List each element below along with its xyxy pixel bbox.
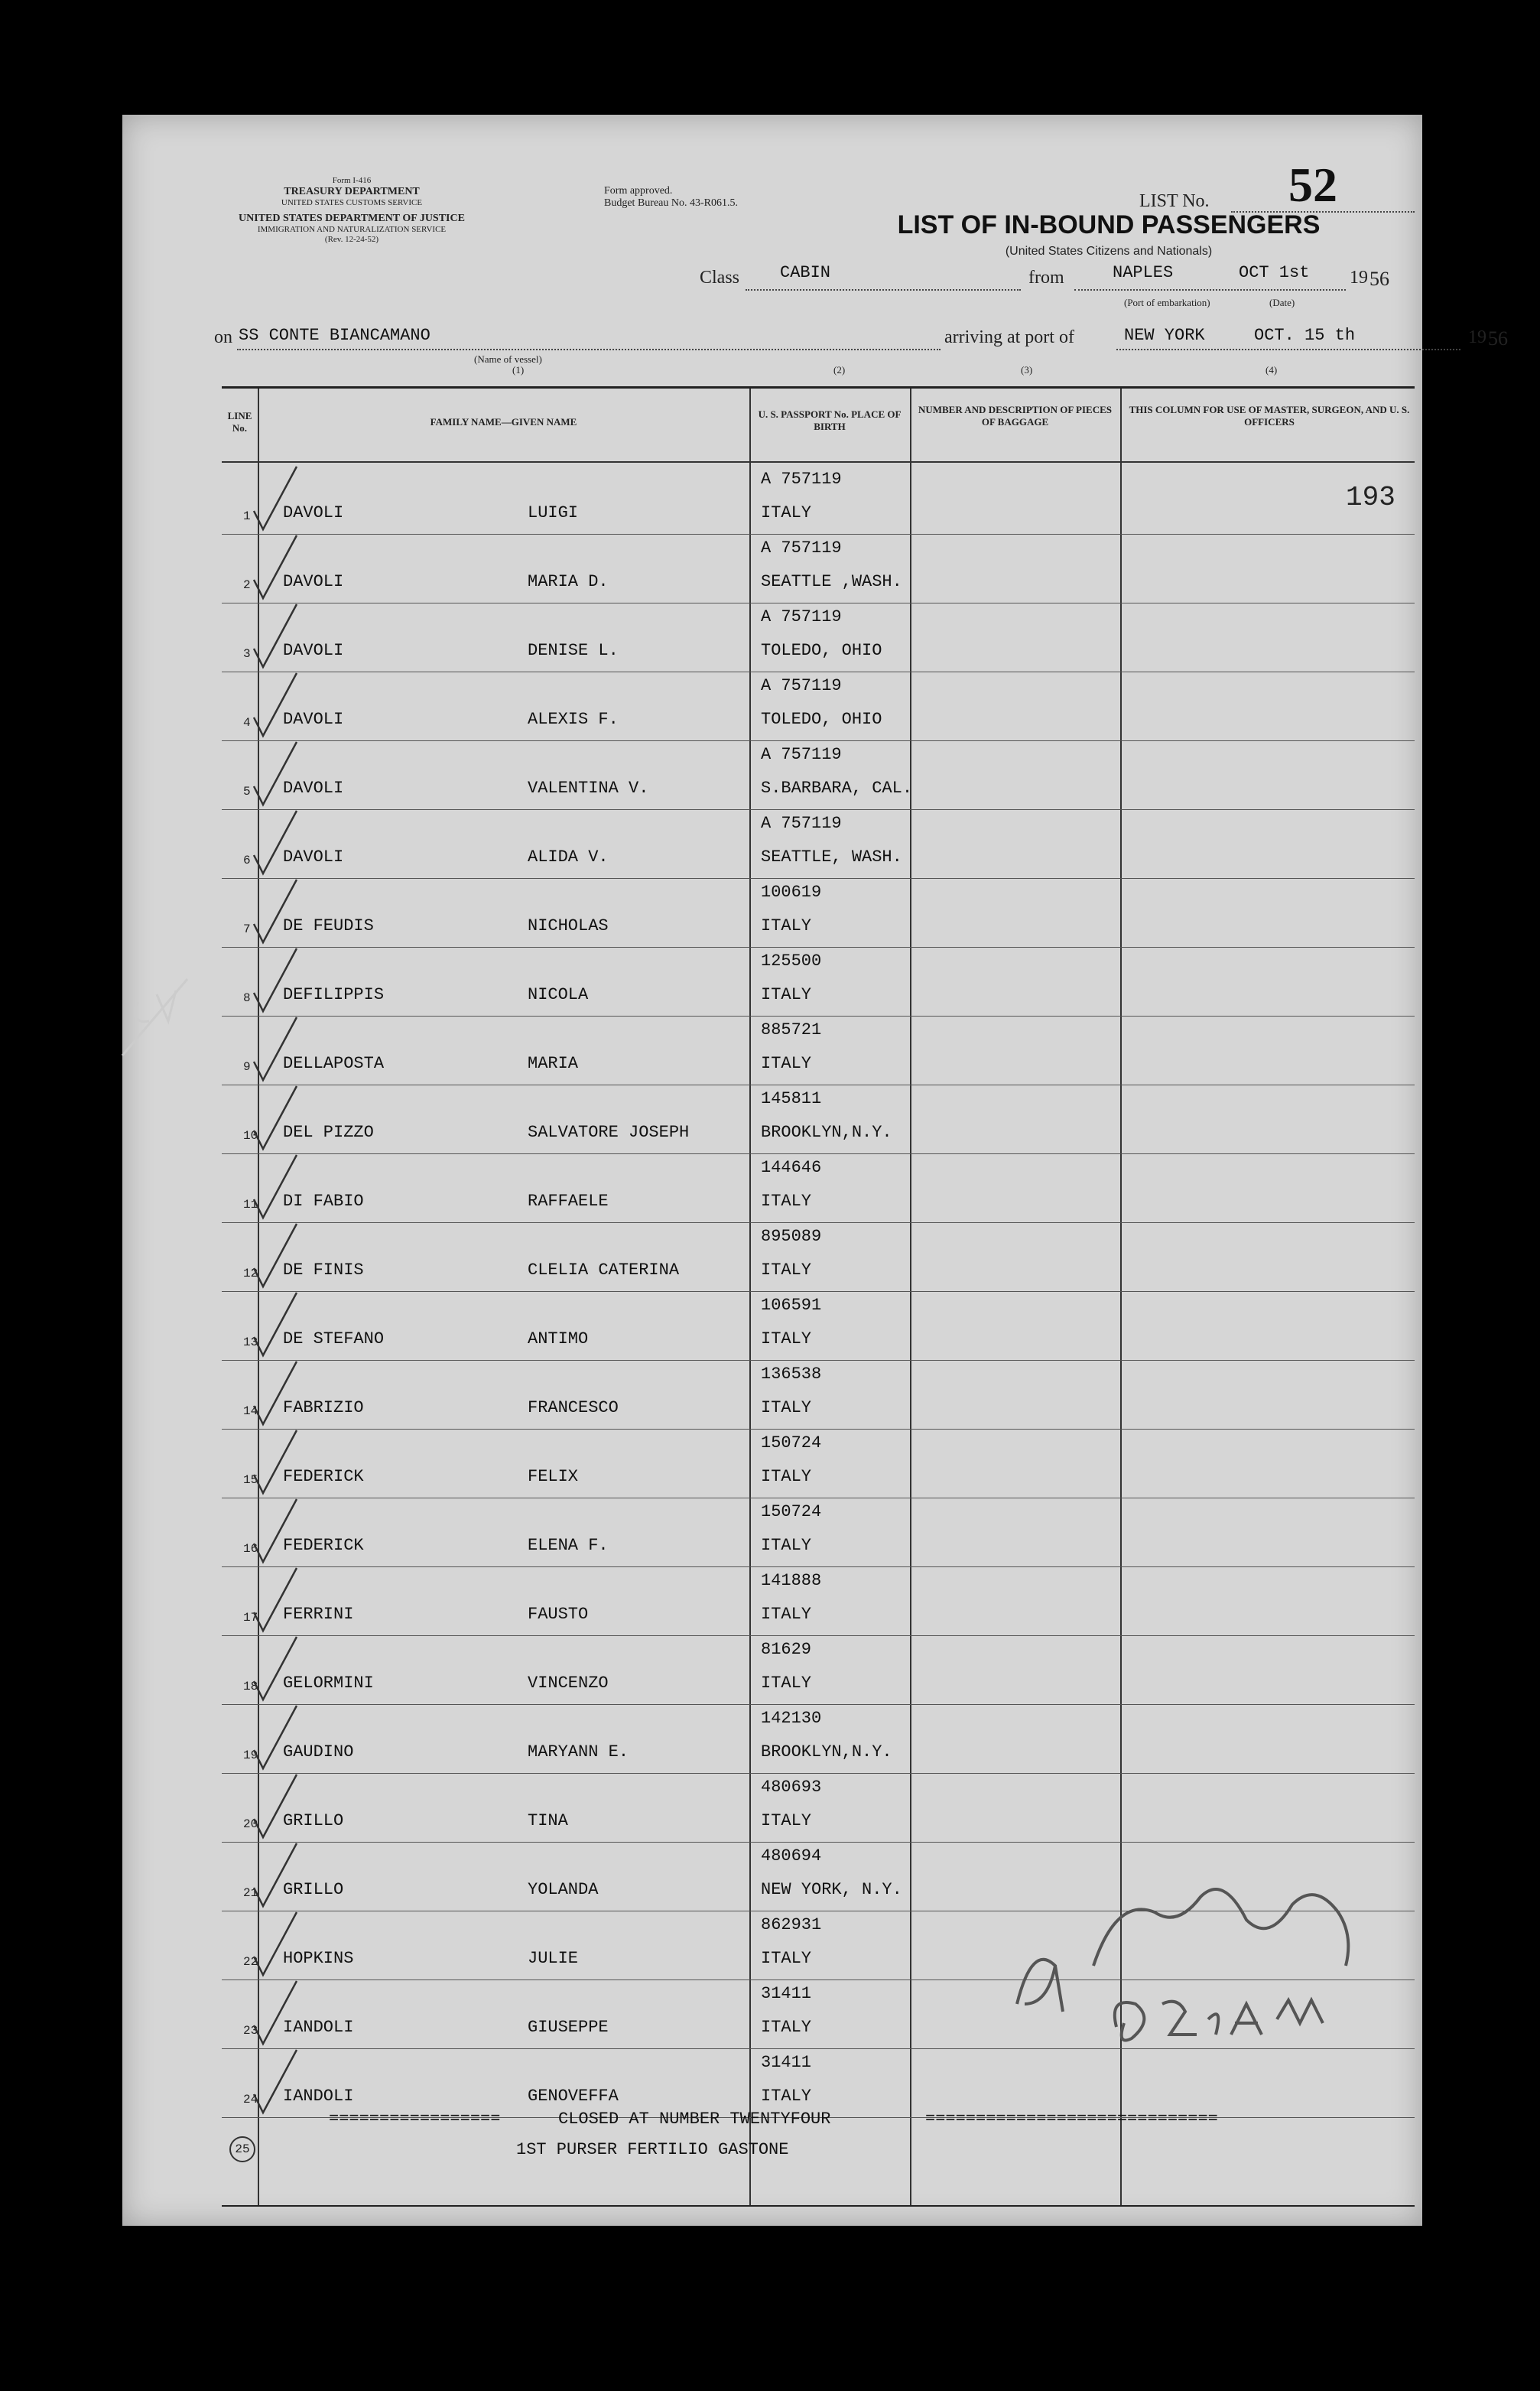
arriving-label: arriving at port of: [944, 327, 1074, 347]
form-number: Form I-416: [332, 176, 372, 185]
place-of-birth: TOLEDO, OHIO: [761, 710, 882, 729]
place-of-birth: SEATTLE, WASH.: [761, 847, 902, 867]
passport-number: A 757119: [761, 745, 842, 764]
header-rule: [222, 461, 1415, 463]
line-number: 10: [243, 1129, 258, 1143]
class-label: Class: [700, 268, 740, 288]
table-row: [222, 1360, 1415, 1430]
checkmark-icon: [252, 534, 298, 603]
checkmark-icon: [252, 1498, 298, 1566]
passport-number: 885721: [761, 1020, 822, 1039]
budget-bureau-no: Budget Bureau No. 43-R061.5.: [604, 197, 738, 209]
given-name: RAFFAELE: [528, 1192, 609, 1211]
checkmark-icon: [252, 1979, 298, 2048]
line-number: 6: [243, 854, 251, 867]
checkmark-icon: [252, 1635, 298, 1704]
passport-number: A 757119: [761, 470, 842, 489]
family-name: DAVOLI: [283, 847, 344, 867]
line-number: 7: [243, 922, 251, 936]
vessel-sublabel: (Name of vessel): [474, 353, 542, 365]
place-of-birth: ITALY: [761, 2018, 812, 2037]
given-name: FELIX: [528, 1467, 579, 1486]
given-name: ELENA F.: [528, 1536, 609, 1555]
given-name: CLELIA CATERINA: [528, 1261, 680, 1280]
line-number: 5: [243, 785, 251, 799]
family-name: HOPKINS: [283, 1949, 354, 1968]
family-name: GAUDINO: [283, 1742, 354, 1762]
checkmark-icon: [252, 1016, 298, 1085]
family-name: FEDERICK: [283, 1467, 364, 1486]
vessel-line: [214, 326, 1508, 358]
line-number: 24: [243, 2093, 258, 2106]
line-number: 16: [243, 1542, 258, 1556]
given-name: VINCENZO: [528, 1674, 609, 1693]
place-of-birth: NEW YORK, N.Y.: [761, 1880, 902, 1899]
line-number: 15: [243, 1473, 258, 1487]
class-value: CABIN: [780, 263, 831, 282]
family-name: GELORMINI: [283, 1674, 374, 1693]
given-name: LUIGI: [528, 503, 579, 522]
vessel-underline: [237, 349, 941, 350]
col-num-3: (3): [1021, 364, 1033, 376]
table-row: [222, 740, 1415, 810]
place-of-birth: ITALY: [761, 1605, 812, 1624]
col-num-1: (1): [512, 364, 525, 376]
family-name: GRILLO: [283, 1811, 344, 1830]
line-number: 21: [243, 1886, 258, 1900]
given-name: ALIDA V.: [528, 847, 609, 867]
line-number: 11: [243, 1198, 258, 1212]
given-name: DENISE L.: [528, 641, 619, 660]
table-row: [222, 1085, 1415, 1154]
arrival-year-value: 56: [1488, 327, 1508, 350]
given-name: MARIA: [528, 1054, 579, 1073]
customs-service: UNITED STATES CUSTOMS SERVICE: [281, 198, 423, 207]
given-name: MARYANN E.: [528, 1742, 629, 1762]
given-name: VALENTINA V.: [528, 779, 649, 798]
place-of-birth: ITALY: [761, 503, 812, 522]
form-approval-block: [604, 185, 738, 210]
place-of-birth: ITALY: [761, 1467, 812, 1486]
passport-number: A 757119: [761, 607, 842, 626]
given-name: SALVATORE JOSEPH: [528, 1123, 690, 1142]
place-of-birth: ITALY: [761, 1536, 812, 1555]
table-row: [222, 465, 1415, 535]
revision-date: (Rev. 12-24-52): [324, 235, 379, 244]
closing-statement: CLOSED AT NUMBER TWENTYFOUR: [558, 2110, 831, 2129]
family-name: FEDERICK: [283, 1536, 364, 1555]
line-number: 9: [243, 1060, 251, 1074]
family-name: GRILLO: [283, 1880, 344, 1899]
place-of-birth: ITALY: [761, 916, 812, 935]
given-name: GIUSEPPE: [528, 2018, 609, 2037]
given-name: ANTIMO: [528, 1329, 589, 1348]
table-row: [222, 947, 1415, 1017]
col-num-4: (4): [1265, 364, 1278, 376]
given-name: MARIA D.: [528, 572, 609, 591]
checkmark-icon: [252, 809, 298, 878]
place-of-birth: ITALY: [761, 1674, 812, 1693]
passport-number: 31411: [761, 2053, 812, 2072]
passport-number: 106591: [761, 1296, 822, 1315]
passport-number: 480693: [761, 1778, 822, 1797]
table-row: [222, 1153, 1415, 1223]
passport-number: A 757119: [761, 538, 842, 558]
passport-number: 144646: [761, 1158, 822, 1177]
on-label: on: [214, 327, 232, 347]
col-header-line-no: LINE No.: [227, 410, 252, 434]
family-name: DAVOLI: [283, 779, 344, 798]
given-name: TINA: [528, 1811, 568, 1830]
table-row: [222, 1773, 1415, 1843]
given-name: FAUSTO: [528, 1605, 589, 1624]
purser-name: 1ST PURSER FERTILIO GASTONE: [516, 2140, 789, 2159]
place-of-birth: BROOKLYN,N.Y.: [761, 1742, 892, 1762]
table-row: [222, 672, 1415, 741]
vessel-name: SS CONTE BIANCAMANO: [239, 326, 430, 345]
family-name: DEFILIPPIS: [283, 985, 385, 1004]
col-header-officers: THIS COLUMN FOR USE OF MASTER, SURGEON, AND U. S. OFFICERS: [1129, 404, 1410, 428]
passport-number: 125500: [761, 952, 822, 971]
checkmark-icon: [252, 947, 298, 1016]
family-name: IANDOLI: [283, 2018, 354, 2037]
from-underline: [1074, 289, 1346, 291]
arrival-year-prefix: 19: [1468, 327, 1486, 347]
checkmark-icon: [252, 1360, 298, 1429]
passport-number: 145811: [761, 1089, 822, 1108]
line-number: 4: [243, 716, 251, 730]
checkmark-icon: [252, 465, 298, 534]
line-number: 8: [243, 991, 251, 1005]
list-no-value: 52: [1288, 158, 1337, 212]
place-of-birth: ITALY: [761, 1329, 812, 1348]
class-underline: [746, 289, 1021, 291]
page-title: LIST OF IN-BOUND PASSENGERS: [897, 210, 1321, 239]
table-row: [222, 2048, 1415, 2118]
ins-service: IMMIGRATION AND NATURALIZATION SERVICE: [257, 225, 447, 234]
col-header-passport: U. S. PASSPORT No. PLACE OF BIRTH: [758, 408, 902, 432]
col-num-2: (2): [833, 364, 846, 376]
year-prefix: 19: [1350, 268, 1368, 288]
passport-number: 150724: [761, 1502, 822, 1521]
table-row: [222, 1291, 1415, 1361]
given-name: NICHOLAS: [528, 916, 609, 935]
passport-number: 142130: [761, 1709, 822, 1728]
line-number: 12: [243, 1267, 258, 1280]
given-name: NICOLA: [528, 985, 589, 1004]
place-of-birth: ITALY: [761, 1811, 812, 1830]
form-approved: Form approved.: [604, 185, 673, 197]
col-header-baggage: NUMBER AND DESCRIPTION OF PIECES OF BAGGAGE: [918, 404, 1113, 428]
arrival-underline: [1116, 349, 1460, 350]
given-name: ALEXIS F.: [528, 710, 619, 729]
form-issuer-block: [206, 176, 497, 245]
passport-number: 31411: [761, 1984, 812, 2003]
officer-annotation: 193: [1346, 482, 1395, 513]
checkmark-icon: [252, 1085, 298, 1153]
date-label: (Date): [1269, 297, 1295, 308]
family-name: DE FEUDIS: [283, 916, 374, 935]
place-of-birth: S.BARBARA, CAL.: [761, 779, 913, 798]
family-name: IANDOLI: [283, 2087, 354, 2106]
family-name: DAVOLI: [283, 572, 344, 591]
passport-number: 480694: [761, 1846, 822, 1866]
table-row: [222, 878, 1415, 948]
passport-number: 862931: [761, 1915, 822, 1934]
page-subtitle: (United States Citizens and Nationals): [1005, 245, 1213, 258]
family-name: DEL PIZZO: [283, 1123, 374, 1142]
from-port: NAPLES: [1113, 263, 1174, 282]
place-of-birth: ITALY: [761, 1261, 812, 1280]
inspector-signature: [1002, 1851, 1369, 2050]
line-number: 25: [229, 2136, 255, 2162]
checkmark-icon: [252, 740, 298, 809]
table-row: [222, 534, 1415, 603]
treasury-department: TREASURY DEPARTMENT: [284, 186, 420, 197]
dept-of-justice: UNITED STATES DEPARTMENT OF JUSTICE: [239, 213, 465, 224]
line-number: 22: [243, 1955, 258, 1969]
from-date: OCT 1st: [1239, 263, 1310, 282]
place-of-birth: ITALY: [761, 2087, 812, 2106]
place-of-birth: TOLEDO, OHIO: [761, 641, 882, 660]
checkmark-icon: [252, 2048, 298, 2117]
passport-number: 100619: [761, 883, 822, 902]
passport-number: 141888: [761, 1571, 822, 1590]
passport-number: 81629: [761, 1640, 812, 1659]
closing-left-rule: =================: [329, 2110, 501, 2129]
checkmark-icon: [252, 1429, 298, 1498]
given-name: FRANCESCO: [528, 1398, 619, 1417]
given-name: GENOVEFFA: [528, 2087, 619, 2106]
given-name: JULIE: [528, 1949, 579, 1968]
place-of-birth: ITALY: [761, 1949, 812, 1968]
line-number: 14: [243, 1404, 258, 1418]
line-number: 18: [243, 1680, 258, 1693]
passport-number: 136538: [761, 1365, 822, 1384]
line-number: 19: [243, 1749, 258, 1762]
place-of-birth: ITALY: [761, 1398, 812, 1417]
line-number: 1: [243, 509, 251, 523]
port-embarkation-label: (Port of embarkation): [1124, 297, 1210, 308]
line-number: 23: [243, 2024, 258, 2038]
class-line: [700, 263, 1418, 298]
place-of-birth: ITALY: [761, 1192, 812, 1211]
place-of-birth: BROOKLYN,N.Y.: [761, 1123, 892, 1142]
family-name: DE STEFANO: [283, 1329, 385, 1348]
place-of-birth: ITALY: [761, 1054, 812, 1073]
passport-number: 150724: [761, 1433, 822, 1452]
table-row: [222, 603, 1415, 672]
checkmark-icon: [252, 878, 298, 947]
checkmark-icon: [252, 1153, 298, 1222]
family-name: DELLAPOSTA: [283, 1054, 385, 1073]
table-row: [222, 1704, 1415, 1774]
passport-number: A 757119: [761, 676, 842, 695]
table-row: [222, 1635, 1415, 1705]
line-number: 3: [243, 647, 251, 661]
checkmark-icon: [252, 1773, 298, 1842]
line-number: 17: [243, 1611, 258, 1625]
checkmark-icon: [252, 1911, 298, 1979]
family-name: DAVOLI: [283, 503, 344, 522]
passport-number: A 757119: [761, 814, 842, 833]
place-of-birth: SEATTLE ,WASH.: [761, 572, 902, 591]
checkmark-icon: [252, 1704, 298, 1773]
checkmark-icon: [252, 1222, 298, 1291]
given-name: YOLANDA: [528, 1880, 599, 1899]
family-name: FERRINI: [283, 1605, 354, 1624]
passport-number: 895089: [761, 1227, 822, 1246]
checkmark-icon: [252, 603, 298, 672]
list-no-label: LIST No.: [1139, 191, 1210, 211]
line-number: 20: [243, 1817, 258, 1831]
col-header-name: FAMILY NAME—GIVEN NAME: [430, 416, 577, 428]
year-value: 56: [1369, 268, 1389, 290]
place-of-birth: ITALY: [761, 985, 812, 1004]
checkmark-icon: [252, 1566, 298, 1635]
arrival-date: OCT. 15 th: [1254, 326, 1356, 345]
table-row: [222, 1429, 1415, 1498]
family-name: DAVOLI: [283, 641, 344, 660]
line-number: 2: [243, 578, 251, 592]
family-name: DE FINIS: [283, 1261, 364, 1280]
checkmark-icon: [252, 1842, 298, 1911]
line-number: 13: [243, 1335, 258, 1349]
table-row: [222, 1498, 1415, 1567]
arrival-port: NEW YORK: [1124, 326, 1205, 345]
family-name: FABRIZIO: [283, 1398, 364, 1417]
family-name: DAVOLI: [283, 710, 344, 729]
from-label: from: [1028, 268, 1064, 288]
table-row: [222, 1016, 1415, 1085]
margin-mark-icon: [115, 948, 199, 1063]
closing-right-rule: =============================: [925, 2110, 1218, 2129]
table-row: [222, 809, 1415, 879]
family-name: DI FABIO: [283, 1192, 364, 1211]
table-row: [222, 1222, 1415, 1292]
checkmark-icon: [252, 672, 298, 740]
checkmark-icon: [252, 1291, 298, 1360]
table-row: [222, 1566, 1415, 1636]
